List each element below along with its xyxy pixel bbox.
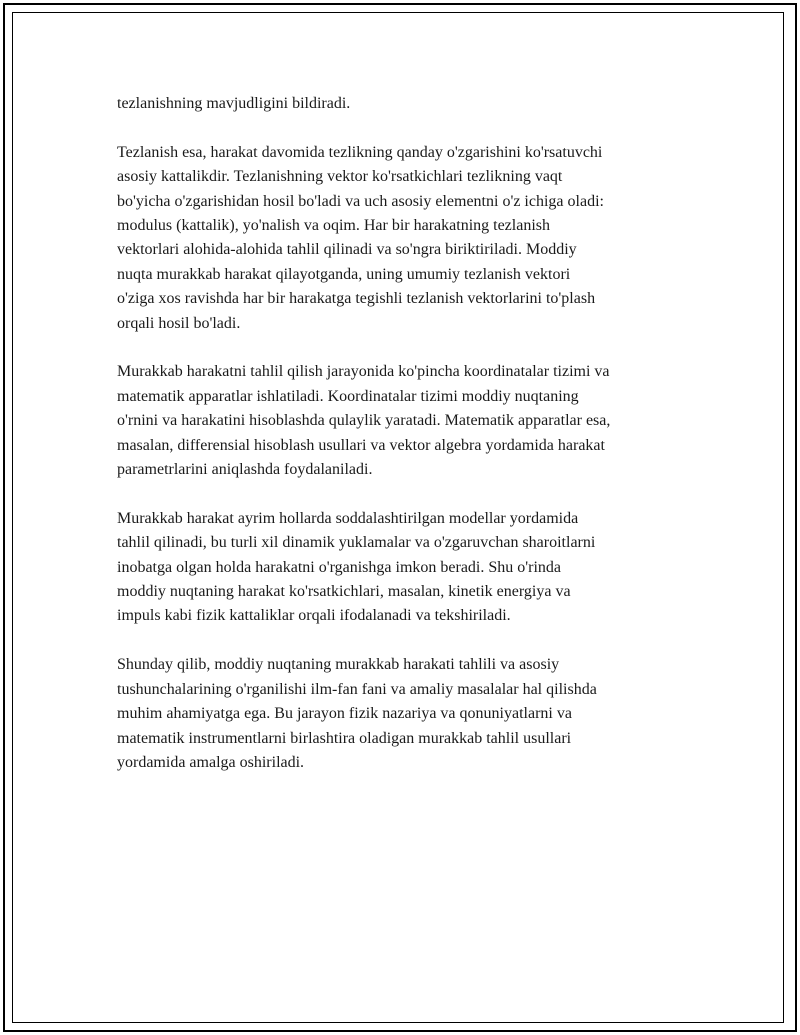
text-line: impuls kabi fizik kattaliklar orqali ifodalanadi va tekshiriladi.: [117, 607, 511, 625]
paragraph-1: [117, 92, 692, 116]
text-line: masalan, differensial hisoblash usullari va vektor algebra yordamida harakat: [117, 436, 605, 454]
text-line: vektorlari alohida-alohida tahlil qilinadi va so'ngra biriktiriladi. Moddiy: [117, 241, 577, 259]
text-line: orqali hosil bo'ladi.: [117, 314, 241, 332]
text-line: modulus (kattalik), yo'nalish va oqim. Har bir harakatning tezlanish: [117, 217, 550, 235]
text-line: asosiy kattalikdir. Tezlanishning vektor ko'rsatkichlari tezlikning vaqt: [117, 168, 563, 186]
text-line: inobatga olgan holda harakatni o'rganishga imkon beradi. Shu o'rinda: [117, 558, 562, 576]
text-line: moddiy nuqtaning harakat ko'rsatkichlari, masalan, kinetik energiya va: [117, 583, 571, 601]
paragraph-5: [117, 653, 692, 775]
paragraph-2: [117, 141, 692, 336]
paragraph-3: [117, 360, 692, 482]
document-body: [117, 92, 692, 800]
text-line: muhim ahamiyatga ega. Bu jarayon fizik nazariya va qonuniyatlarni va: [117, 705, 572, 723]
text-line: Murakkab harakatni tahlil qilish jarayonida ko'pincha koordinatalar tizimi va: [117, 363, 610, 381]
text-line: o'ziga xos ravishda har bir harakatga tegishli tezlanish vektorlarini to'plash: [117, 290, 596, 308]
text-line: Tezlanish esa, harakat davomida tezlikning qanday o'zgarishini ko'rsatuvchi: [117, 143, 603, 161]
text-line: tezlanishning mavjudligini bildiradi.: [117, 95, 351, 112]
paragraph-4: [117, 507, 692, 629]
text-line: bo'yicha o'zgarishidan hosil bo'ladi va uch asosiy elementni o'z ichiga oladi:: [117, 192, 604, 210]
text-line: parametrlarini aniqlashda foydalaniladi.: [117, 461, 373, 479]
text-line: nuqta murakkab harakat qilayotganda, uning umumiy tezlanish vektori: [117, 265, 571, 283]
text-line: Shunday qilib, moddiy nuqtaning murakkab harakati tahlili va asosiy: [117, 656, 560, 674]
text-line: yordamida amalga oshiriladi.: [117, 753, 305, 771]
text-line: tahlil qilinadi, bu turli xil dinamik yuklamalar va o'zgaruvchan sharoitlarni: [117, 534, 596, 552]
text-line: matematik instrumentlarni birlashtira oladigan murakkab tahlil usullari: [117, 729, 572, 747]
text-line: tushunchalarining o'rganilishi ilm-fan fani va amaliy masalalar hal qilishda: [117, 680, 597, 698]
text-line: Murakkab harakat ayrim hollarda soddalashtirilgan modellar yordamida: [117, 509, 579, 527]
text-line: o'rnini va harakatini hisoblashda qulaylik yaratadi. Matematik apparatlar esa,: [117, 412, 611, 430]
text-line: matematik apparatlar ishlatiladi. Koordinatalar tizimi moddiy nuqtaning: [117, 387, 579, 405]
